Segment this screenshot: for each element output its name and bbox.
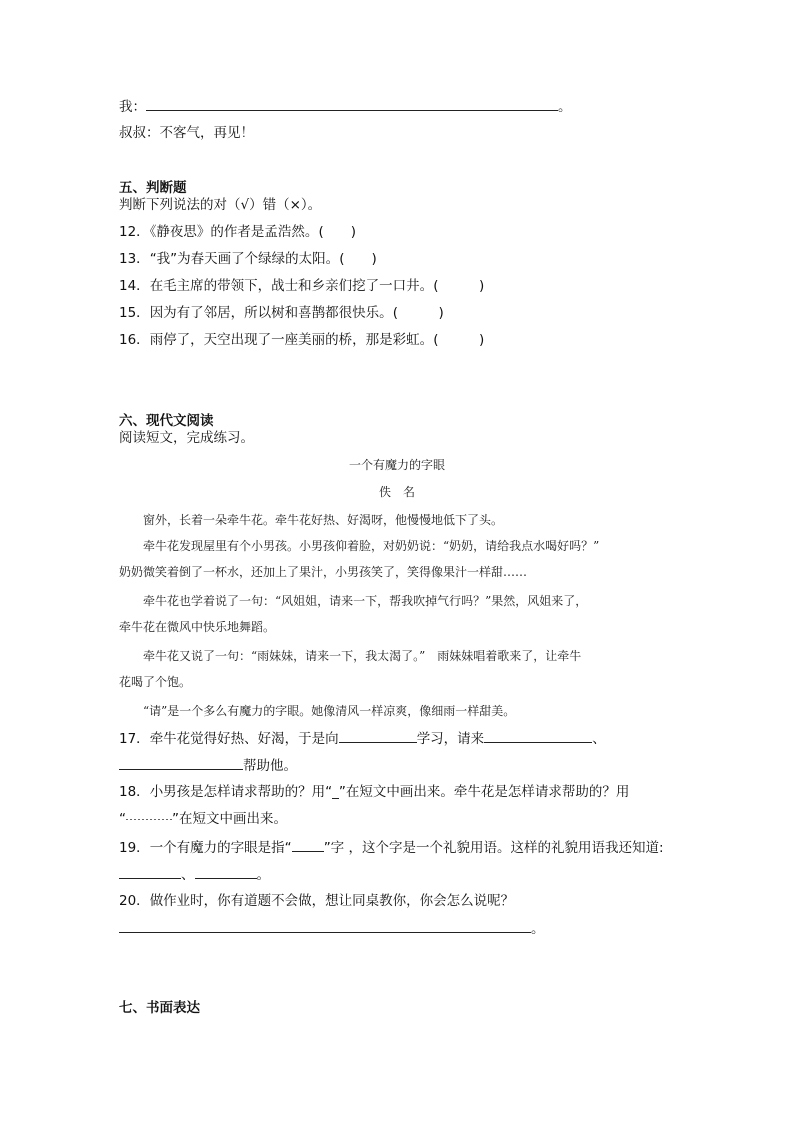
answer-blank[interactable] — [292, 838, 324, 852]
answer-blank[interactable] — [146, 97, 558, 111]
answer-blank[interactable] — [484, 729, 592, 743]
section6-title: 六、现代文阅读 — [119, 413, 214, 429]
judge-item-14: 14．在毛主席的带领下，战士和乡亲们挖了一口井。( ) — [119, 278, 485, 294]
question-17-cont: 帮助他。 — [119, 756, 297, 775]
dialog-uncle-line: 叔叔：不客气，再见！ — [119, 125, 254, 141]
question-18-cont: “ ”在短文中画出来。 — [119, 811, 287, 827]
answer-blank[interactable] — [119, 865, 181, 879]
story-line: 牵牛花也学着说了一句：“风姐姐，请来一下，帮我吹掉气行吗？”果然，风姐来了， — [143, 594, 588, 608]
dialog-me-end: 。 — [558, 99, 572, 115]
judge-item-16: 16．雨停了，天空出现了一座美丽的桥，那是彩虹。( ) — [119, 332, 485, 348]
judge-paren[interactable]: ( ) — [339, 251, 377, 267]
question-20: 20．做作业时，你有道题不会做，想让同桌教你，你会怎么说呢？ — [119, 893, 515, 909]
judge-paren[interactable]: ( ) — [392, 305, 444, 321]
question-18: 18．小男孩是怎样请求帮助的？用“_”在短文中画出来。牵牛花是怎样请求帮助的？用 — [119, 784, 630, 800]
story-line: 牵牛花在微风中快乐地舞蹈。 — [119, 620, 276, 634]
wavy-line-mark — [126, 819, 172, 820]
story-line: 牵牛花发现屋里有个小男孩。小男孩仰着脸，对奶奶说：“奶奶，请给我点水喝好吗？” — [143, 539, 600, 553]
dialog-me-label: 我： — [119, 99, 146, 115]
section5-instruction: 判断下列说法的对（√）错（×）。 — [119, 197, 322, 213]
question-20-answer: 。 — [119, 919, 545, 938]
story-author: 佚 名 — [378, 485, 415, 499]
judge-item-13: 13．“我”为春天画了个绿绿的太阳。( ) — [119, 251, 377, 267]
story-line: 窗外，长着一朵牵牛花。牵牛花好热、好渴呀，他慢慢地低下了头。 — [143, 513, 504, 527]
answer-blank[interactable] — [119, 919, 531, 933]
section7-title: 七、书面表达 — [119, 1000, 200, 1016]
judge-paren[interactable]: ( ) — [433, 332, 485, 348]
story-line: 花喝了个饱。 — [119, 675, 192, 689]
section5-title: 五、判断题 — [119, 180, 187, 196]
question-19: 19．一个有魔力的字眼是指“ ”字 ，这个字是一个礼貌用语。这样的礼貌用语我还知道: — [119, 840, 664, 856]
story-line: “请”是一个多么有魔力的字眼。她像清风一样凉爽，像细雨一样甜美。 — [143, 704, 516, 718]
answer-blank[interactable] — [119, 756, 243, 770]
judge-item-12: 12．《静夜思》的作者是孟浩然。( ) — [119, 224, 356, 240]
question-17: 17．牵牛花觉得好热、好渴，于是向 学习，请来 、 — [119, 731, 606, 747]
answer-blank[interactable] — [195, 865, 257, 879]
judge-paren[interactable]: ( ) — [433, 278, 485, 294]
judge-item-15: 15．因为有了邻居，所以树和喜鹊都很快乐。( ) — [119, 305, 444, 321]
dialog-me-line — [119, 97, 572, 116]
story-title: 一个有魔力的字眼 — [348, 458, 445, 472]
story-line: 奶奶微笑着倒了一杯水，还加上了果汁，小男孩笑了，笑得像果汁一样甜…… — [119, 565, 528, 579]
story-line: 牵牛花又说了一句：“雨妹妹，请来一下，我太渴了。” 雨妹妹唱着歌来了，让牵牛 — [143, 649, 582, 663]
section6-instruction: 阅读短文，完成练习。 — [119, 430, 254, 446]
question-19-cont: 、 。 — [119, 865, 270, 884]
judge-paren[interactable]: ( ) — [318, 224, 356, 240]
answer-blank[interactable] — [339, 729, 417, 743]
